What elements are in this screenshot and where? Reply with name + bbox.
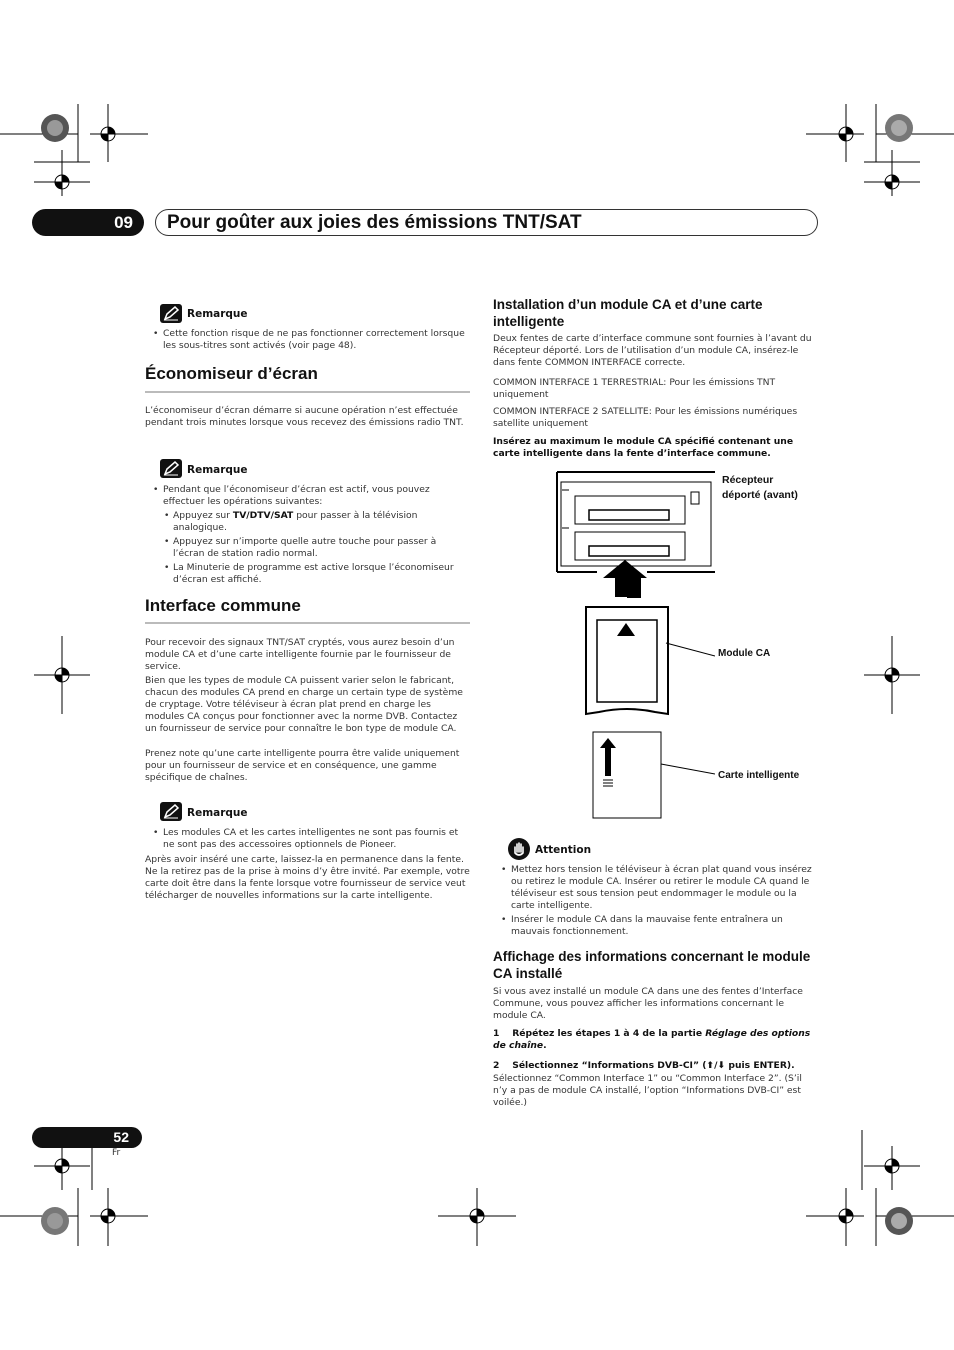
note-label: Remarque xyxy=(187,464,248,476)
page-number: 52 xyxy=(32,1127,142,1148)
note-pencil-icon xyxy=(160,459,182,478)
note-bullet: • Les modules CA et les cartes intelligentes ne sont pas fournis et ne sont pas des accessoires optionnels de Pioneer. xyxy=(145,827,470,851)
paragraph: Après avoir inséré une carte, laissez-la en permanence dans la fente. Ne la retirez pas de la prise à moins d’y être invité. Par exemple, votre carte doit être dans la fente lorsque votre fournisseur de service veut télécharger de nouvelles informations sur la carte intelligente. xyxy=(145,854,470,901)
smart-card-illustration xyxy=(593,732,661,818)
paragraph: Bien que les types de module CA puissent varier selon le fabricant, chacun des modules CA prend en charge un certain type de système de cryptage. Votre téléviseur à écran plat prend en charge les modules CA conçus pour fonctionner avec la norme DVB. Contactez un fournisseur de service pour connaître le bon type de module CA. xyxy=(145,675,463,734)
section-rule xyxy=(145,391,470,393)
step-1: 1 Répétez les étapes 1 à 4 de la partie Réglage des options de chaîne. xyxy=(493,1028,811,1051)
chapter-title: Pour goûter aux joies des émissions TNT/SAT xyxy=(155,209,818,236)
language-code: Fr xyxy=(112,1148,121,1158)
paragraph: Prenez note qu’une carte intelligente pourra être valide uniquement pour un fournisseur de service et en conséquence, une gamme spécifique de chaînes. xyxy=(145,748,460,783)
paragraph: Pour recevoir des signaux TNT/SAT cryptés, vous aurez besoin d’un module CA et d’une carte intelligente fournie par le fournisseur de service. xyxy=(145,637,455,672)
note-pencil-icon xyxy=(160,304,182,323)
callout-smart-card: Carte intelligente xyxy=(718,770,800,781)
note-bullets xyxy=(145,328,470,354)
note-pencil-icon xyxy=(160,802,182,821)
receiver-front-illustration xyxy=(557,472,715,572)
attention-label: Attention xyxy=(535,844,592,856)
paragraph: COMMON INTERFACE 1 TERRESTRIAL: Pour les émissions TNT uniquement xyxy=(493,377,776,400)
note-sub-bullet: • Appuyez sur TV/DTV/SAT pour passer à la télévision analogique. xyxy=(147,510,470,534)
note-sub-bullets xyxy=(147,510,470,588)
step-2-description: Sélectionnez “Common Interface 1” ou “Common Interface 2”. (S’il n’y a pas de module CA installé, l’option “Informations DVB-CI” est voilée.) xyxy=(493,1073,802,1108)
section-rule xyxy=(145,622,470,624)
note-bullet: • Cette fonction risque de ne pas fonctionner correctement lorsque les sous-titres sont activés (voir page 48). xyxy=(145,328,470,352)
note-sub-bullet: • La Minuterie de programme est active lorsque l’économiseur d’écran est affiché. xyxy=(147,562,470,586)
attention-hand-icon xyxy=(508,838,530,860)
paragraph: Deux fentes de carte d’interface commune sont fournies à l’avant du Récepteur déporté. Lors de l’utilisation d’un module CA, insérez-le dans fente COMMON INTERFACE correcte. xyxy=(493,333,812,368)
ca-module-diagram xyxy=(555,470,715,820)
note-bullet: • Pendant que l’économiseur d’écran est actif, vous pouvez effectuer les opérations suivantes: xyxy=(145,484,470,508)
note-sub-bullet: • Appuyez sur n’importe quelle autre touche pour passer à l’écran de station radio normal. xyxy=(147,536,470,560)
paragraph: COMMON INTERFACE 2 SATELLITE: Pour les émissions numériques satellite uniquement xyxy=(493,406,798,429)
note-bullets xyxy=(145,827,470,853)
step-2: 2 Sélectionnez “Informations DVB-CI” (⬆/⬇ puis ENTER). xyxy=(493,1060,795,1071)
ca-module-illustration xyxy=(586,607,668,714)
callout-module-ca: Module CA xyxy=(718,648,771,659)
note-label: Remarque xyxy=(187,308,248,320)
note-bullets xyxy=(145,484,470,510)
section-title-economiseur: Économiseur d’écran xyxy=(145,364,318,383)
subsection-title-installation: Installation d’un module CA et d’une carte intelligente xyxy=(493,297,763,329)
instruction-paragraph: Insérez au maximum le module CA spécifié contenant une carte intelligente dans la fente d’interface commune. xyxy=(493,436,794,459)
note-label: Remarque xyxy=(187,807,248,819)
subsection-title-affichage: Affichage des informations concernant le module CA installé xyxy=(493,949,811,981)
section-title-interface-commune: Interface commune xyxy=(145,596,301,615)
attention-bullet: • Mettez hors tension le téléviseur à écran plat quand vous insérez ou retirez le module CA. Insérer ou retirer le module CA quand le téléviseur est sous tension peut endommager le module ou la carte intelligente. xyxy=(493,864,818,912)
chapter-number: 09 xyxy=(32,209,144,236)
up-down-arrow-icon: ⬆/⬇ xyxy=(706,1060,726,1071)
attention-bullets xyxy=(493,864,818,940)
attention-bullet: • Insérer le module CA dans la mauvaise fente entraînera un mauvais fonctionnement. xyxy=(493,914,818,938)
paragraph: Si vous avez installé un module CA dans une des fentes d’Interface Commune, vous pouvez afficher les informations concernant le module CA. xyxy=(493,986,803,1021)
paragraph: L’économiseur d’écran démarre si aucune opération n’est effectuée pendant trois minutes lorsque vous recevez des émissions radio TNT. xyxy=(145,405,464,428)
callout-receiver: Récepteur déporté (avant) xyxy=(722,474,798,501)
